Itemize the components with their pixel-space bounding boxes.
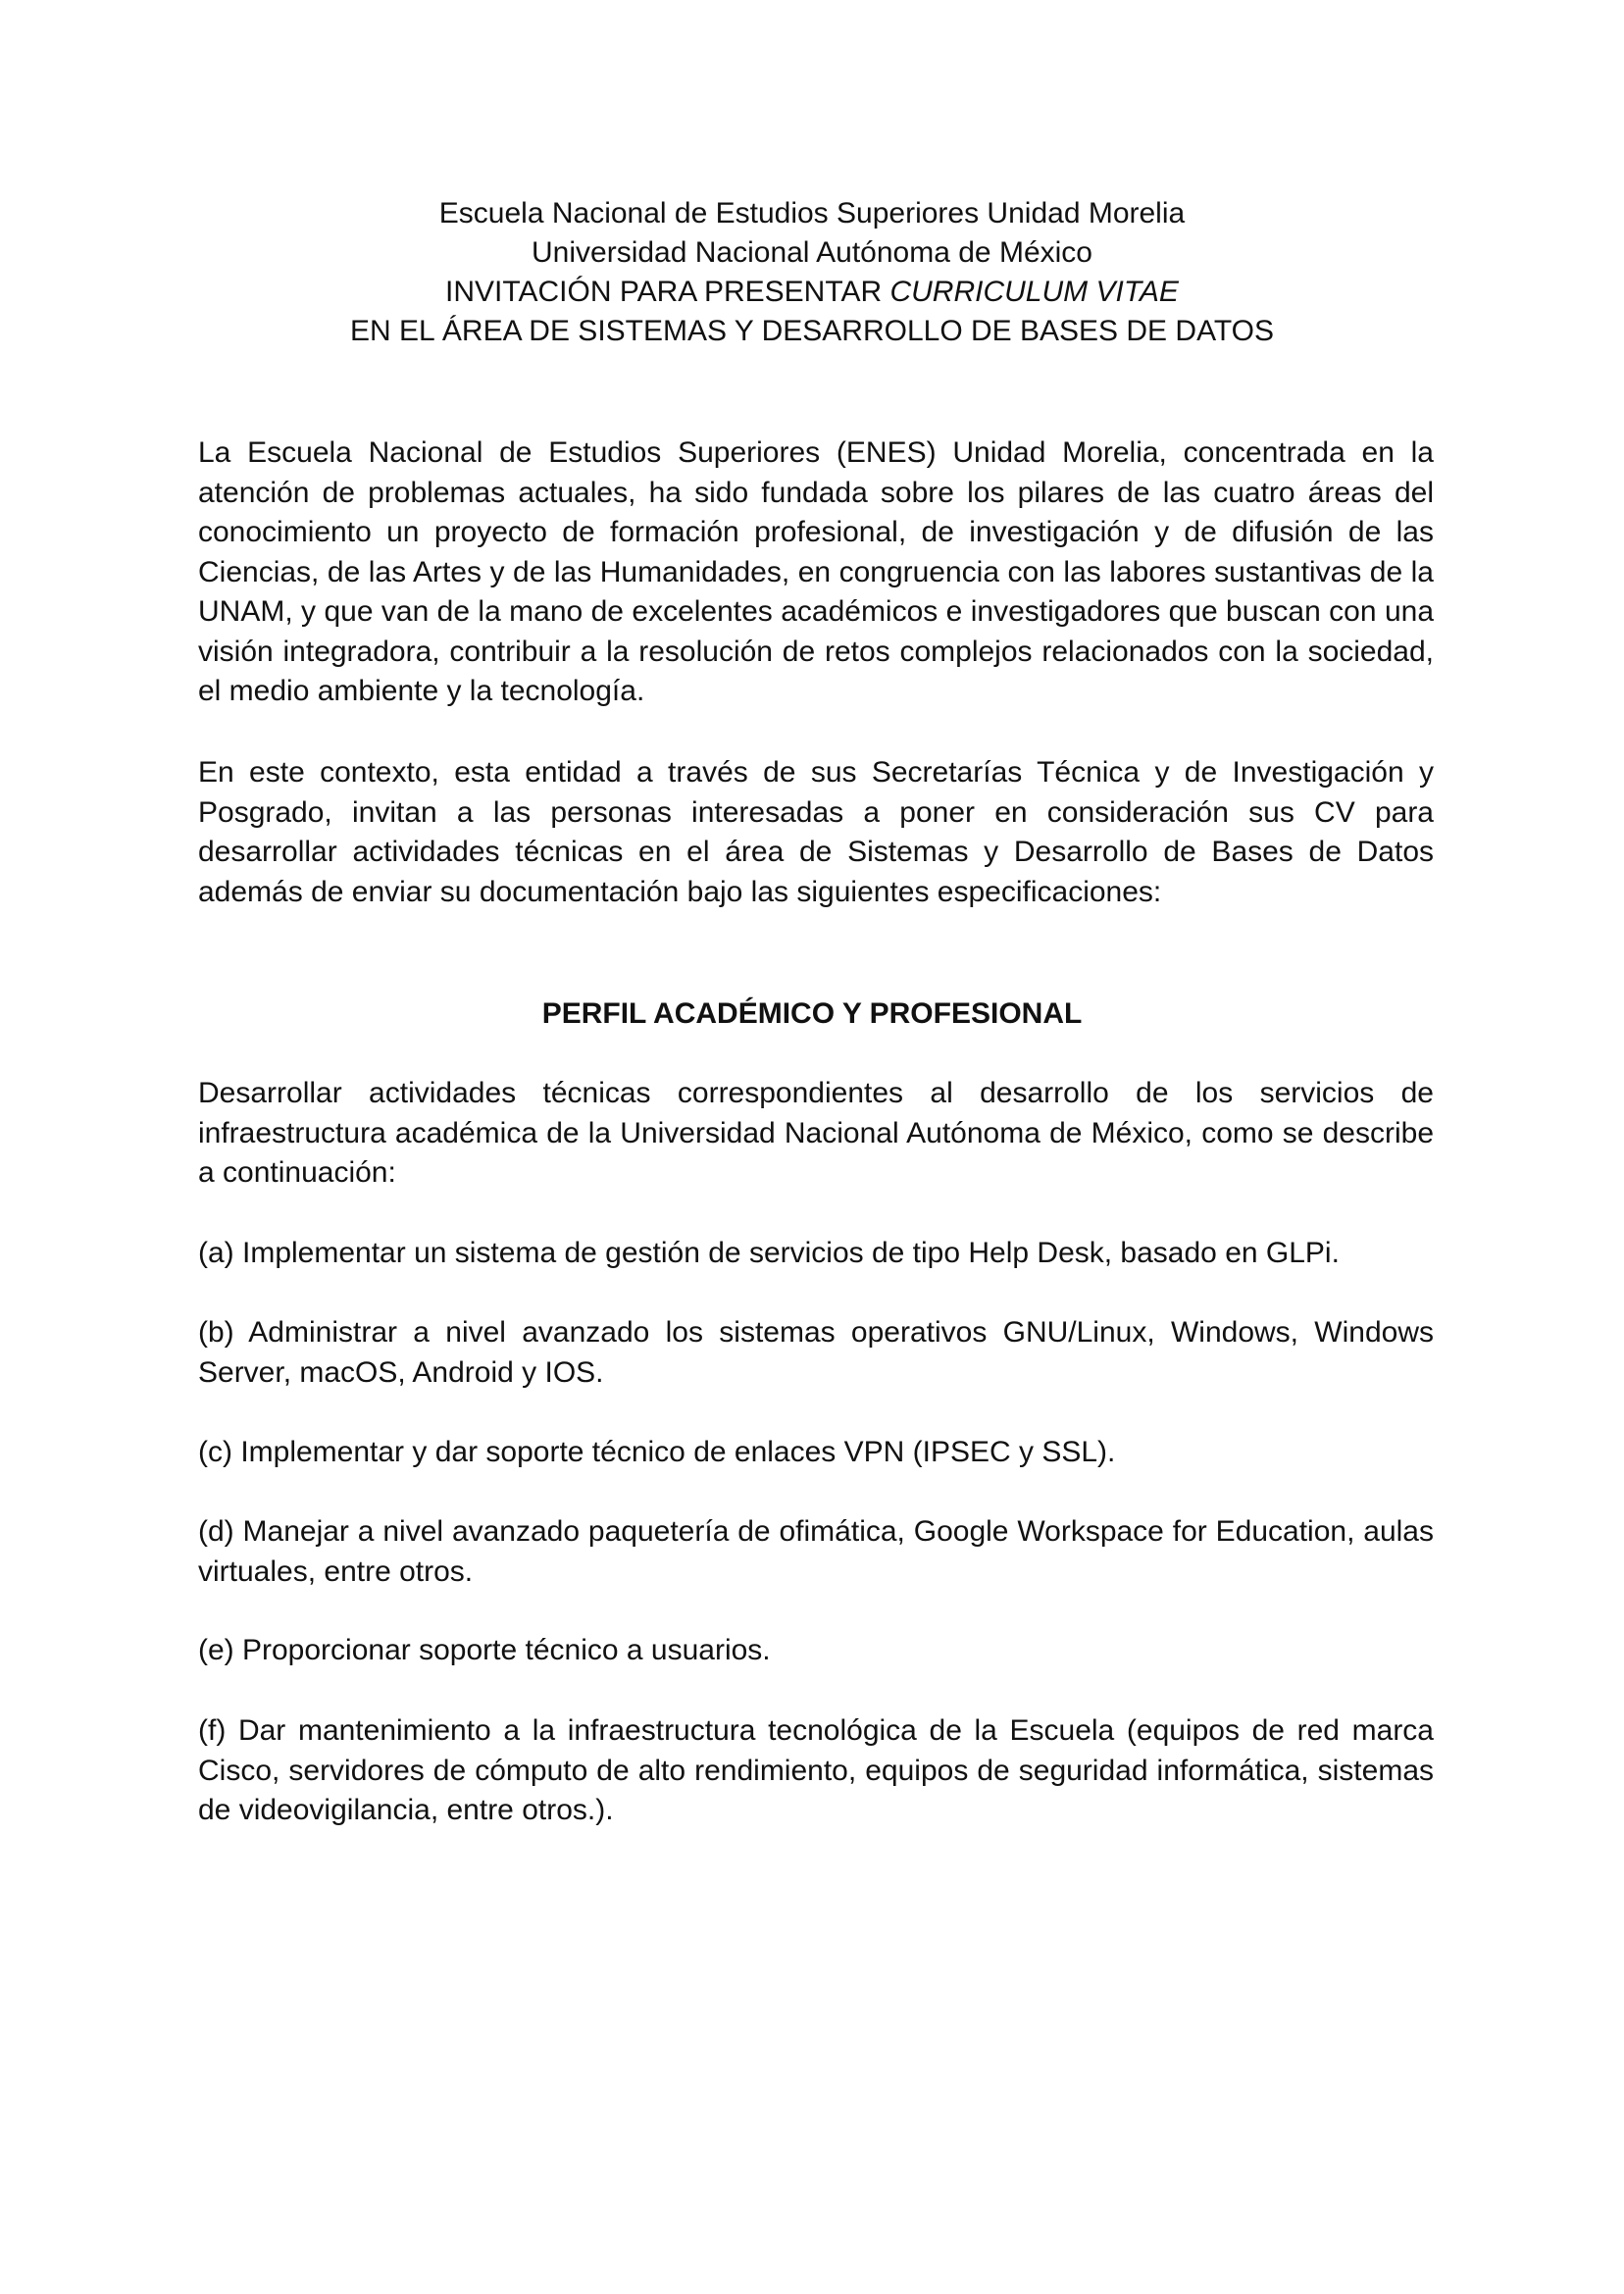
header-invitation-prefix: INVITACIÓN PARA PRESENTAR: [445, 276, 890, 308]
list-item-c: (c) Implementar y dar soporte técnico de enlaces VPN (IPSEC y SSL).: [198, 1436, 1116, 1468]
header-university-name: Universidad Nacional Autónoma de México: [532, 236, 1092, 269]
list-item-b: (b) Administrar a nivel avanzado los sistemas operativos GNU/Linux, Windows, Windows Server, macOS, Android y IOS.: [198, 1316, 1434, 1389]
intro-paragraph-2: En este contexto, esta entidad a través de sus Secretarías Técnica y de Investigación y Posgrado, invitan a las personas interesadas a poner en consideración sus CV para desarrollar actividades técnicas en el área de Sistemas y Desarrollo de Bases de Datos además de enviar su documentación bajo las siguientes especificaciones:: [198, 756, 1434, 908]
list-item-e: (e) Proporcionar soporte técnico a usuarios.: [198, 1634, 771, 1666]
header-invitation-italic: CURRICULUM VITAE: [889, 276, 1179, 308]
list-item-a: (a) Implementar un sistema de gestión de servicios de tipo Help Desk, basado en GLPi.: [198, 1237, 1340, 1269]
list-item-d: (d) Manejar a nivel avanzado paquetería de ofimática, Google Workspace for Education, aulas virtuales, entre otros.: [198, 1515, 1434, 1588]
intro-paragraph-1: La Escuela Nacional de Estudios Superiores (ENES) Unidad Morelia, concentrada en la atención de problemas actuales, ha sido fundada sobre los pilares de las cuatro áreas del conocimiento un proyecto de formación profesional, de investigación y de difusión de las Ciencias, de las Artes y de las Humanidades, en congruencia con las labores sustantivas de la UNAM, y que van de la mano de excelentes académicos e investigadores que buscan con una visión integradora, contribuir a la resolución de retos complejos relacionados con la sociedad, el medio ambiente y la tecnología.: [198, 436, 1434, 707]
header-school-name: Escuela Nacional de Estudios Superiores Unidad Morelia: [438, 197, 1186, 229]
profile-section-title: PERFIL ACADÉMICO Y PROFESIONAL: [541, 997, 1083, 1030]
list-item-f: (f) Dar mantenimiento a la infraestructura tecnológica de la Escuela (equipos de red marca Cisco, servidores de cómputo de alto rendimiento, equipos de seguridad informática, sistemas de videovigilancia, entre otros.).: [198, 1714, 1434, 1826]
header-invitation-title: [0, 273, 1624, 312]
document-header: [0, 194, 1624, 351]
profile-description: Desarrollar actividades técnicas correspondientes al desarrollo de los servicios de infraestructura académica de la Universidad Nacional Autónoma de México, como se describe a continuación:: [198, 1077, 1434, 1189]
header-area-title: EN EL ÁREA DE SISTEMAS Y DESARROLLO DE BASES DE DATOS: [350, 315, 1274, 347]
